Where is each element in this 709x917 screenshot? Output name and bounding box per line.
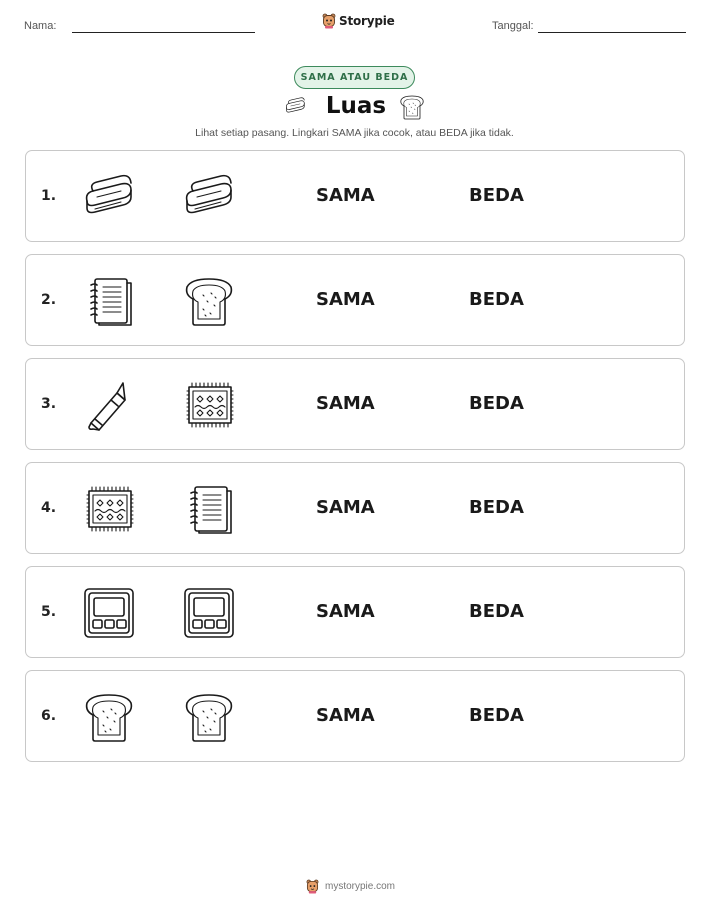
different-option[interactable]: BEDA <box>469 185 524 206</box>
name-write-line[interactable] <box>72 32 255 33</box>
question-number: 1. <box>41 188 57 204</box>
towel-icon <box>181 171 237 223</box>
same-option[interactable]: SAMA <box>316 393 375 414</box>
same-option[interactable]: SAMA <box>316 185 375 206</box>
different-option[interactable]: BEDA <box>469 705 524 726</box>
toast-icon <box>398 93 426 121</box>
question-number: 6. <box>41 708 57 724</box>
footer-url[interactable]: mystorypie.com <box>325 881 396 892</box>
same-option[interactable]: SAMA <box>316 601 375 622</box>
different-option[interactable]: BEDA <box>469 497 524 518</box>
question-number: 4. <box>41 500 57 516</box>
different-option[interactable]: BEDA <box>469 289 524 310</box>
worksheet-type-badge: SAMA ATAU BEDA <box>294 66 415 89</box>
instructions: Lihat setiap pasang. Lingkari SAMA jika cocok, atau BEDA jika tidak. <box>195 127 514 139</box>
date-label: Tanggal: <box>492 20 534 32</box>
toast-icon <box>181 275 237 327</box>
timer-icon <box>81 587 137 639</box>
page-title: Luas <box>325 93 387 119</box>
date-write-line[interactable] <box>538 32 686 33</box>
question-row <box>25 462 685 554</box>
same-option[interactable]: SAMA <box>316 497 375 518</box>
question-number: 5. <box>41 604 57 620</box>
title-row <box>280 93 430 123</box>
crayon-icon <box>81 379 137 431</box>
toast-icon <box>81 691 137 743</box>
same-option[interactable]: SAMA <box>316 289 375 310</box>
rug-icon <box>81 483 137 535</box>
brand-name: Storypie <box>339 14 395 28</box>
storypie-mascot-icon <box>322 13 336 29</box>
storypie-mascot-icon <box>306 879 319 894</box>
question-row <box>25 566 685 658</box>
question-row <box>25 358 685 450</box>
question-row <box>25 150 685 242</box>
notebook-icon <box>81 275 137 327</box>
toast-icon <box>181 691 237 743</box>
notebook-icon <box>181 483 237 535</box>
rug-icon <box>181 379 237 431</box>
brand-logo <box>322 13 395 29</box>
question-row <box>25 670 685 762</box>
same-option[interactable]: SAMA <box>316 705 375 726</box>
towel-icon <box>81 171 137 223</box>
different-option[interactable]: BEDA <box>469 601 524 622</box>
name-label: Nama: <box>24 20 57 32</box>
question-number: 2. <box>41 292 57 308</box>
towel-icon <box>280 95 310 117</box>
footer <box>306 879 395 894</box>
question-number: 3. <box>41 396 57 412</box>
different-option[interactable]: BEDA <box>469 393 524 414</box>
question-row <box>25 254 685 346</box>
timer-icon <box>181 587 237 639</box>
